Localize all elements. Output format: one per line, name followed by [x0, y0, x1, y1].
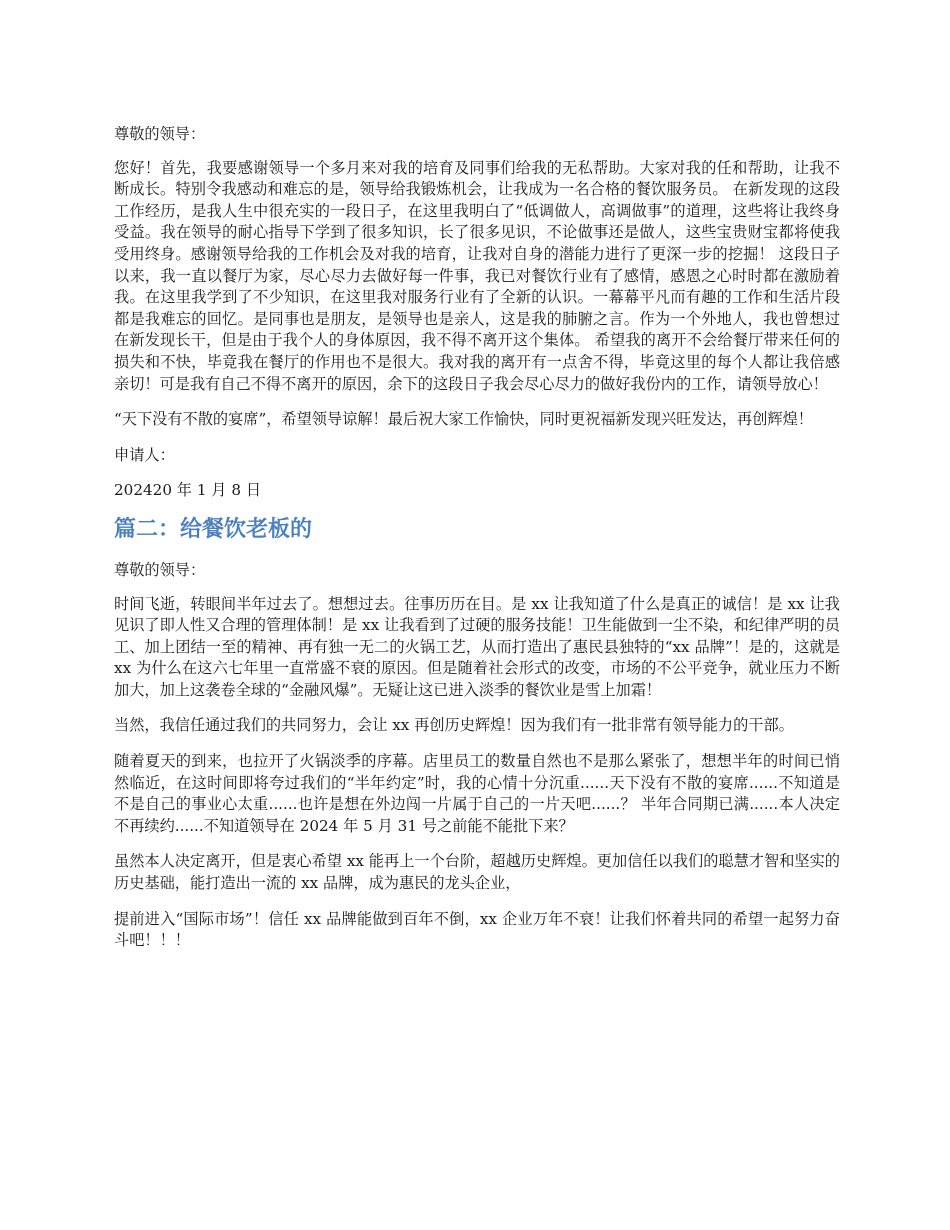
salutation: 尊敬的领导：	[114, 125, 206, 143]
body-paragraph: 时间飞逝，转眼间半年过去了。想想过去。往事历历在目。是 xx 让我知道了什么是真正的诚信！是 xx 让我见识了即人性又合理的管理体制！是 xx 让我看到了过硬的服务技能！卫生能做到一尘不染，和纪律严明的员工、加上团结一至的精神、再有独一无二的火锅工艺，从而打造出了惠民县独特的“xx 品牌”！是的，这就是 xx 为什么在这六七年里一直常盛不衰的原因。但是随着社会形式的改变，市场的不公平竞争，就业压力不断加大，加上这袭卷全球的“金融风爆”。无疑让这已进入淡季的餐饮业是雪上加霜！	[114, 594, 840, 699]
body-paragraph: 随着夏天的到来，也拉开了火锅淡季的序幕。店里员工的数量自然也不是那么紧张了，想想半年的时间已悄然临近，在这时间即将夸过我们的“半年约定”时，我的心情十分沉重......天下没有不散的宴席......不知道是不是自己的事业心太重......也许是想在外边闯一片属于自己的一片天吧......？ 半年合同期已满......本人决定不再续约......不知道领导在 2024 年 5 月 31 号之前能不能批下来？	[114, 752, 840, 835]
body-paragraph: 虽然本人决定离开，但是衷心希望 xx 能再上一个台阶，超越历史辉煌。更加信任以我们的聪慧才智和坚实的历史基础，能打造出一流的 xx 品牌，成为惠民的龙头企业，	[114, 852, 840, 893]
document-page	[114, 124, 840, 966]
salutation: 尊敬的领导：	[114, 560, 206, 579]
body-paragraph: “天下没有不散的宴席”，希望领导谅解！最后祝大家工作愉快，同时更祝福新发现兴旺发达，再创辉煌！	[114, 410, 813, 429]
applicant-line: 申请人：	[114, 445, 175, 464]
body-paragraph: 您好！首先，我要感谢领导一个多月来对我的培育及同事们给我的无私帮助。大家对我的任和帮助，让我不断成长。特别令我感动和难忘的是，领导给我锻炼机会，让我成为一名合格的餐饮服务员。 在新发现的这段工作经历，是我人生中很充实的一段日子，在这里我明白了“低调做人，高调做事”的道理，这些将让我终身受益。我在领导的耐心指导下学到了很多知识，长了很多见识，不论做事还是做人，这些宝贵财宝都将使我受用终身。感谢领导给我的工作机会及对我的培育，让我对自身的潜能力进行了更深一步的挖掘！ 这段日子以来，我一直以餐厅为家，尽心尽力去做好每一件事，我已对餐饮行业有了感情，感恩之心时时都在激励着我。在这里我学到了不少知识，在这里我对服务行业有了全新的认识。一幕幕平凡而有趣的工作和生活片段都是我难忘的回忆。是同事也是朋友，是领导也是亲人，这是我的肺腑之言。作为一个外地人，我也曾想过在新发现长干，但是由于我个人的身体原因，我不得不离开这个集体。 希望我的离开不会给餐厅带来任何的损失和不快，毕竟我在餐厅的作用也不是很大。我对我的离开有一点舍不得，毕竟这里的每个人都让我倍感亲切！可是我有自己不得不离开的原因，余下的这段日子我会尽心尽力的做好我份内的工作，请领导放心！	[114, 158, 840, 393]
body-paragraph: 当然，我信任通过我们的共同努力，会让 xx 再创历史辉煌！因为我们有一批非常有领导能力的干部。	[114, 716, 794, 735]
body-paragraph: 提前进入“国际市场”！信任 xx 品牌能做到百年不倒，xx 企业万年不衰！让我们怀着共同的希望一起努力奋斗吧！！！	[114, 909, 840, 950]
date-line: 202420 年 1 月 8 日	[114, 481, 262, 500]
section-heading: 篇二：给餐饮老板的	[114, 516, 313, 542]
